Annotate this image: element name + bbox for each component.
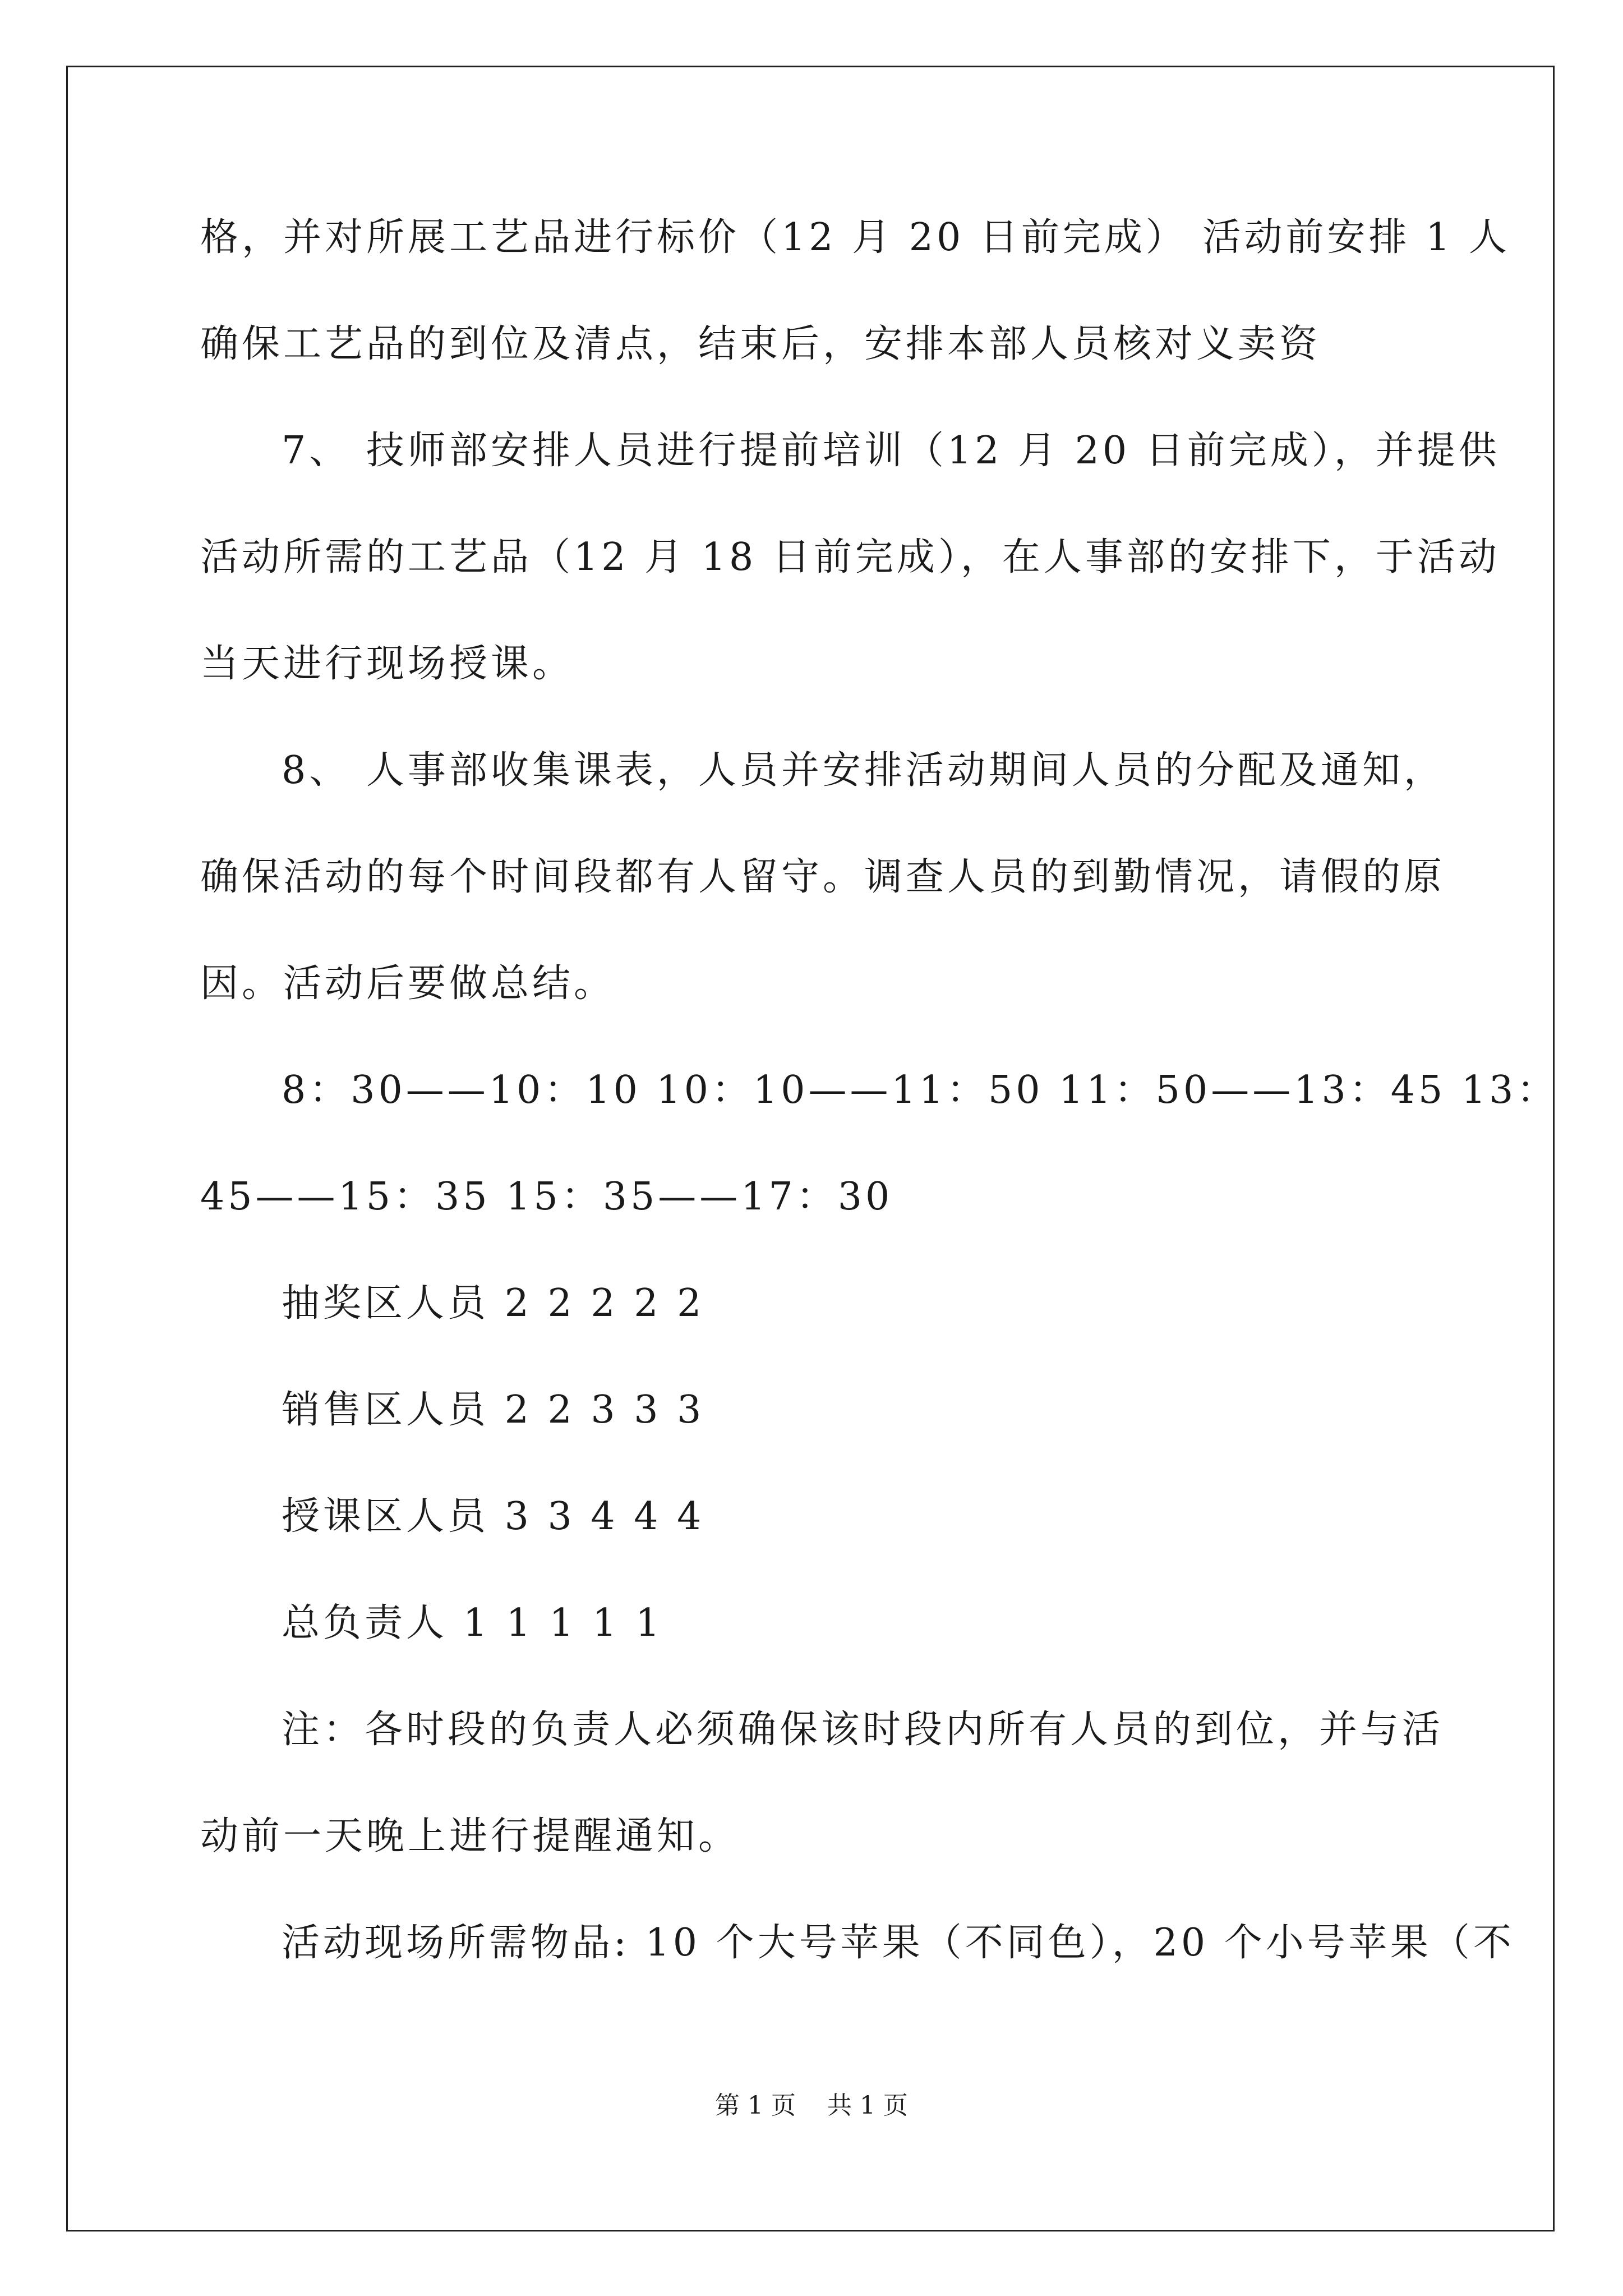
schedule-line: 45——15：35 15：35——17：30: [200, 1175, 893, 1219]
text-line: 动前一天晚上进行提醒通知。: [200, 1814, 740, 1858]
staff-row: 销售区人员 2 2 3 3 3: [282, 1388, 705, 1432]
schedule-line: 8：30——10：10 10：10——11：50 11：50——13：45 13：: [282, 1068, 1559, 1112]
text-line: 确保工艺品的到位及清点，结束后，安排本部人员核对义卖资: [200, 322, 1321, 366]
text-line: 7、 技师部安排人员进行提前培训（12 月 20 日前完成），并提供: [282, 429, 1500, 473]
text-line: 注：各时段的负责人必须确保该时段内所有人员的到位，并与活: [282, 1708, 1444, 1752]
page-border: [66, 66, 1555, 2231]
text-line: 格，并对所展工艺品进行标价（12 月 20 日前完成） 活动前安排 1 人: [200, 215, 1511, 260]
text-line: 活动所需的工艺品（12 月 18 日前完成），在人事部的安排下，于活动: [200, 535, 1500, 579]
text-line: 当天进行现场授课。: [200, 642, 574, 686]
page-number: 第 1 页 共 1 页: [715, 2091, 908, 2120]
text-line: 确保活动的每个时间段都有人留守。调查人员的到勤情况，请假的原: [200, 855, 1446, 899]
staff-row: 抽奖区人员 2 2 2 2 2: [282, 1281, 705, 1326]
staff-row: 总负责人 1 1 1 1 1: [282, 1601, 663, 1645]
text-line: 活动现场所需物品: 10 个大号苹果（不同色），20 个小号苹果（不: [282, 1921, 1515, 1965]
text-line: 8、 人事部收集课表，人员并安排活动期间人员的分配及通知，: [282, 748, 1445, 793]
staff-row: 授课区人员 3 3 4 4 4: [282, 1494, 705, 1539]
page-footer: [0, 2093, 1623, 2118]
text-line: 因。活动后要做总结。: [200, 961, 616, 1006]
